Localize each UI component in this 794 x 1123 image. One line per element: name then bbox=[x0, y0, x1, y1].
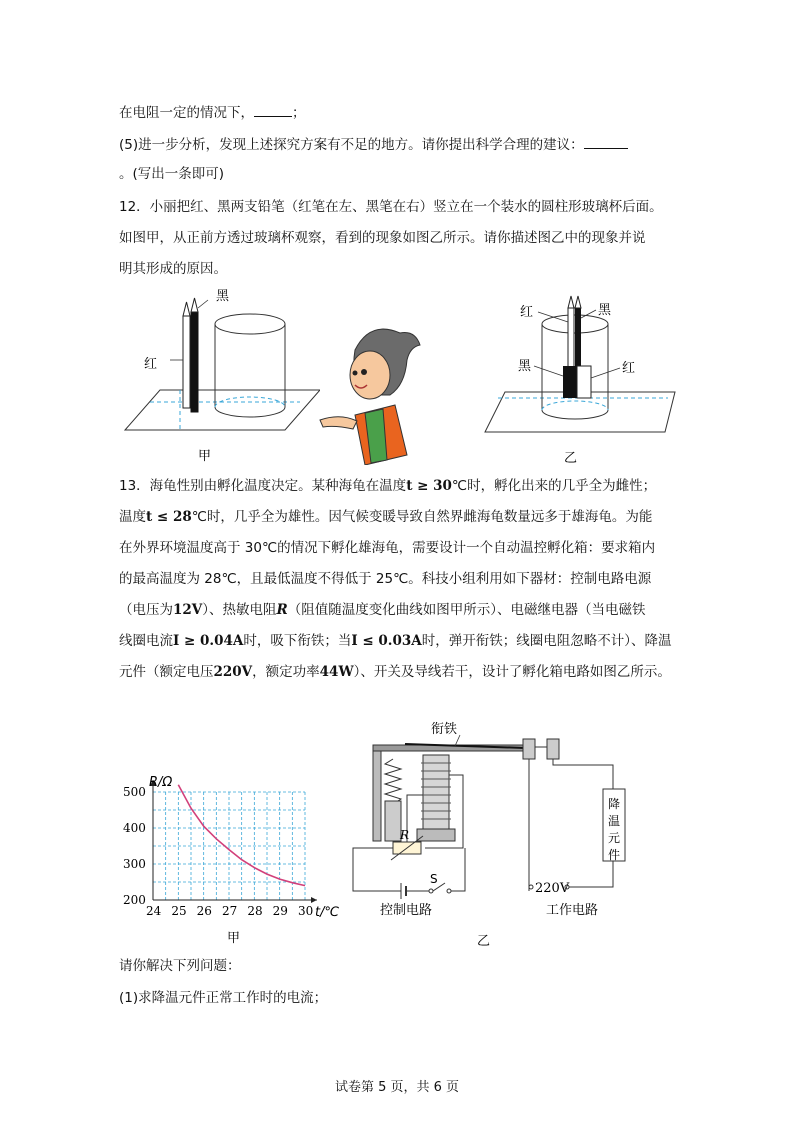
page-footer: 试卷第 5 页，共 6 页 bbox=[334, 1080, 460, 1095]
caption-yi-circuit: 乙 bbox=[477, 934, 491, 949]
ask-line: 请你解决下列问题： bbox=[119, 958, 241, 974]
q13-line-7 bbox=[119, 662, 671, 682]
math-r: R bbox=[276, 602, 288, 618]
q13-text: ℃时，孵化出来的几乎全为雌性； bbox=[451, 478, 657, 494]
q13-line-5 bbox=[119, 600, 646, 620]
q13-text: （电压为 bbox=[119, 602, 173, 618]
girl-illustration bbox=[315, 325, 425, 465]
cooling-label-2: 温 bbox=[608, 814, 621, 828]
math-44w: 44W bbox=[319, 664, 354, 680]
x-tick-label: 28 bbox=[247, 904, 263, 918]
q13-line-4: 的最高温度为 28℃，且最低温度不得低于 25℃。科技小组利用如下器材：控制电路电源 bbox=[119, 571, 652, 587]
q13-line-3: 在外界环境温度高于 30℃的情况下孵化雄海龟，需要设计一个自动温控孵化箱：要求箱内 bbox=[119, 540, 656, 556]
math-220v: 220V bbox=[213, 664, 253, 680]
math-i-le: I ≤ 0.03A bbox=[351, 633, 422, 649]
label-hei: 黑 bbox=[216, 289, 230, 304]
q11-5-end: 。(写出一条即可) bbox=[119, 166, 225, 182]
cooling-label-3: 元 bbox=[608, 831, 621, 845]
x-tick-label: 24 bbox=[146, 904, 162, 918]
q11-5-line-2 bbox=[119, 164, 224, 184]
q13-text: ）、热敏电阻 bbox=[202, 602, 277, 618]
q13-text: （阻值随温度变化曲线如图甲所示）、电磁继电器（当电磁铁 bbox=[287, 602, 646, 618]
q13-text: 13．海龟性别由孵化温度决定。某种海龟在温度 bbox=[119, 478, 407, 494]
label-hong-right: 红 bbox=[622, 361, 636, 376]
y-tick-label: 300 bbox=[123, 857, 146, 871]
q13-text: 元件（额定电压 bbox=[119, 664, 214, 680]
q12-line-3: 明其形成的原因。 bbox=[119, 261, 227, 277]
x-axis-label: t/℃ bbox=[315, 905, 340, 920]
x-tick-label: 29 bbox=[272, 904, 288, 918]
math-t-le-28: t ≤ 28 bbox=[146, 509, 192, 525]
caption-jia: 甲 bbox=[198, 449, 212, 464]
rheostat-label: R bbox=[400, 828, 410, 842]
math-i-ge: I ≥ 0.04A bbox=[173, 633, 244, 649]
answer-blank bbox=[584, 136, 628, 149]
voltage-220v-label: 220V bbox=[535, 881, 570, 896]
x-tick-label: 26 bbox=[196, 904, 212, 918]
x-tick-label: 25 bbox=[171, 904, 187, 918]
switch-label: S bbox=[430, 872, 438, 886]
q13-text: ℃时，几乎全为雄性。因气候变暖导致自然界雌海龟数量远多于雄海龟。为能 bbox=[191, 509, 653, 525]
q13-text: 时，弹开衔铁；线圈电阻忽略不计）、降温 bbox=[421, 633, 672, 649]
y-tick-label: 400 bbox=[123, 821, 146, 835]
label-hei-top: 黑 bbox=[598, 303, 612, 318]
x-axis-arrow bbox=[311, 897, 317, 903]
y-tick-label: 200 bbox=[123, 893, 146, 907]
label-hong: 红 bbox=[144, 357, 158, 372]
q13-text: ，额定功率 bbox=[252, 664, 320, 680]
cooling-label-1: 降 bbox=[608, 797, 621, 811]
q13-line-1 bbox=[119, 476, 656, 496]
q11-text: 在电阻一定的情况下， bbox=[119, 105, 254, 121]
caption-jia-chart: 甲 bbox=[227, 931, 241, 946]
cooling-label-4: 件 bbox=[608, 848, 621, 862]
armature-label: 衔铁 bbox=[431, 722, 458, 737]
label-hei-left: 黑 bbox=[518, 359, 532, 374]
q13-text: 温度 bbox=[119, 509, 146, 525]
figure-jia-pencils bbox=[120, 282, 320, 467]
q11-5-line bbox=[119, 135, 628, 155]
q13-text: ）、开关及导线若干，设计了孵化箱电路如图乙所示。 bbox=[353, 664, 671, 680]
q13-line-6 bbox=[119, 631, 672, 651]
label-hong-top: 红 bbox=[520, 305, 534, 320]
relay-circuit-diagram bbox=[345, 715, 635, 950]
q13-text: 时，吸下衔铁；当 bbox=[243, 633, 352, 649]
figure-yi-view bbox=[480, 292, 680, 467]
q13-line-2 bbox=[119, 507, 652, 527]
q11-end: ； bbox=[292, 105, 306, 121]
work-circuit-label: 工作电路 bbox=[546, 903, 599, 918]
sub-question-1: (1)求降温元件正常工作时的电流； bbox=[119, 990, 328, 1006]
math-12v: 12V bbox=[173, 602, 203, 618]
resistance-temperature-chart bbox=[115, 770, 355, 950]
q11-5-text: (5)进一步分析，发现上述探究方案有不足的地方。请你提出科学合理的建议： bbox=[119, 137, 584, 153]
q13-text: 线圈电流 bbox=[119, 633, 173, 649]
x-tick-label: 30 bbox=[298, 904, 314, 918]
q11-line-4 bbox=[119, 103, 306, 123]
caption-yi: 乙 bbox=[564, 451, 578, 466]
control-circuit-label: 控制电路 bbox=[380, 903, 433, 918]
answer-blank bbox=[254, 104, 292, 117]
q12-line-2: 如图甲，从正前方透过玻璃杯观察，看到的现象如图乙所示。请你描述图乙中的现象并说 bbox=[119, 230, 646, 246]
q12-line-1: 12．小丽把红、黑两支铅笔（红笔在左、黑笔在右）竖立在一个装水的圆柱形玻璃杯后面。 bbox=[119, 199, 663, 215]
x-tick-label: 27 bbox=[222, 904, 238, 918]
y-tick-label: 500 bbox=[123, 785, 146, 799]
y-axis-label: R/Ω bbox=[149, 775, 173, 790]
math-t-ge-30: t ≥ 30 bbox=[406, 478, 452, 494]
